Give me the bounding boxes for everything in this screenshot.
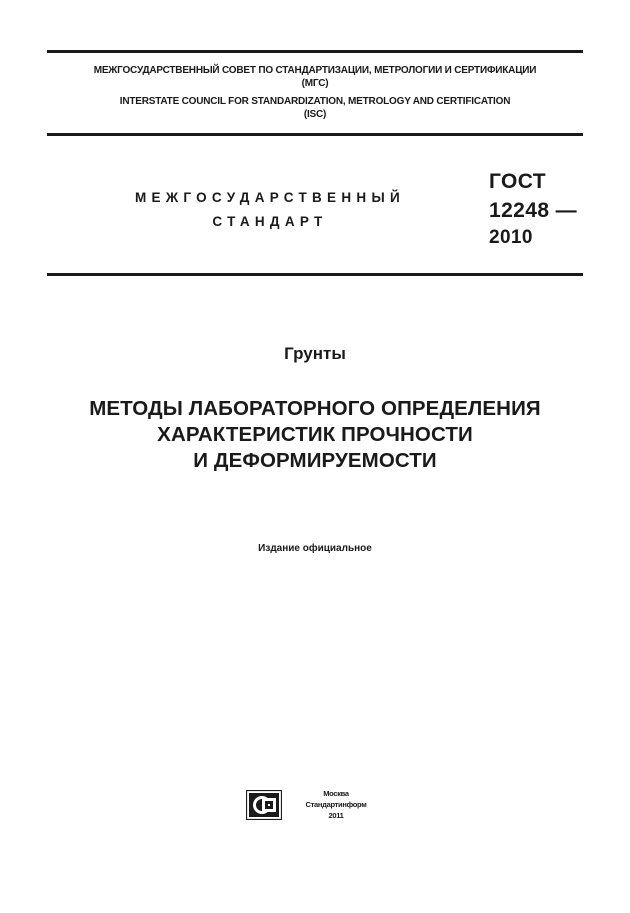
standard-rule [47, 273, 583, 276]
document-subject: Грунты [284, 344, 346, 363]
standard-kind-line1: МЕЖГОСУДАРСТВЕННЫЙ [135, 190, 405, 205]
imprint [290, 788, 382, 821]
council-header [47, 64, 583, 121]
top-rule [47, 50, 583, 53]
imprint-publisher: Стандартинформ [305, 800, 367, 809]
document-title-line1: МЕТОДЫ ЛАБОРАТОРНОГО ОПРЕДЕЛЕНИЯ [89, 397, 541, 420]
document-title-line2: ХАРАКТЕРИСТИК ПРОЧНОСТИ [157, 423, 473, 446]
document-title-line3: И ДЕФОРМИРУЕМОСТИ [193, 449, 437, 472]
edition-note: Издание официальное [258, 543, 372, 554]
standard-kind [110, 186, 430, 234]
council-rule [47, 133, 583, 136]
imprint-city: Москва [323, 789, 349, 798]
council-name-ru: МЕЖГОСУДАРСТВЕННЫЙ СОВЕТ ПО СТАНДАРТИЗАЦИИ, МЕТРОЛОГИИ И СЕРТИФИКАЦИИ [93, 65, 537, 76]
council-abbr-en: (ISC) [303, 109, 327, 120]
gost-designation [489, 170, 577, 250]
standard-kind-line2: СТАНДАРТ [212, 214, 328, 229]
gost-label: ГОСТ [489, 170, 547, 193]
document-title [0, 396, 630, 474]
council-abbr-ru: (МГС) [301, 78, 329, 89]
gost-year: 2010 [489, 227, 533, 248]
standartinform-logo-icon [246, 790, 282, 820]
imprint-year: 2011 [328, 811, 344, 820]
council-name-en: INTERSTATE COUNCIL FOR STANDARDIZATION, METROLOGY AND CERTIFICATION [119, 96, 511, 107]
gost-number: 12248 — [489, 199, 578, 222]
